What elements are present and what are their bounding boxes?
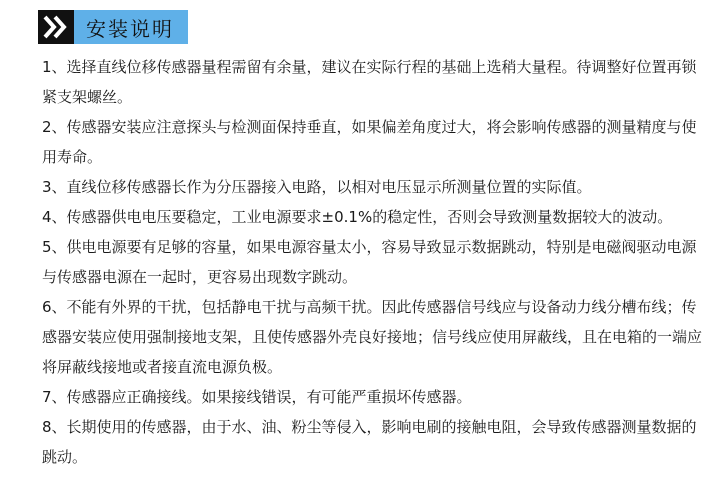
instruction-item-5: 5、供电电源要有足够的容量，如果电源容量太小，容易导致显示数据跳动，特别是电磁阀驱动电源与传感器电源在一起时，更容易出现数字跳动。 xyxy=(42,238,697,286)
instruction-item-6: 6、不能有外界的干扰，包括静电干扰与高频干扰。因此传感器信号线应与设备动力线分槽布线；传感器安装应使用强制接地支架，且使传感器外壳良好接地；信号线应使用屏蔽线，且在电箱的一端应将屏蔽线接地或者接直流电源负极。 xyxy=(42,298,703,376)
instruction-item-4: 4、传感器供电电压要稳定，工业电源要求±0.1%的稳定性，否则会导致测量数据较大的波动。 xyxy=(42,208,673,226)
instruction-item-8: 8、长期使用的传感器，由于水、油、粉尘等侵入，影响电刷的接触电阻，会导致传感器测量数据的跳动。 xyxy=(42,418,697,466)
title-banner xyxy=(74,10,188,44)
instruction-list xyxy=(42,52,708,472)
instruction-item-1: 1、选择直线位移传感器量程需留有余量，建议在实际行程的基础上选稍大量程。待调整好位置再锁紧支架螺丝。 xyxy=(42,58,697,106)
instruction-item-7: 7、传感器应正确接线。如果接线错误，有可能严重损坏传感器。 xyxy=(42,388,472,406)
double-chevron-icon xyxy=(38,10,74,44)
instruction-item-3: 3、直线位移传感器长作为分压器接入电路，以相对电压显示所测量位置的实际值。 xyxy=(42,178,592,196)
page-title: 安装说明 xyxy=(86,16,174,41)
instruction-item-2: 2、传感器安装应注意探头与检测面保持垂直，如果偏差角度过大，将会影响传感器的测量精度与使用寿命。 xyxy=(42,118,697,166)
section-header xyxy=(38,10,188,44)
